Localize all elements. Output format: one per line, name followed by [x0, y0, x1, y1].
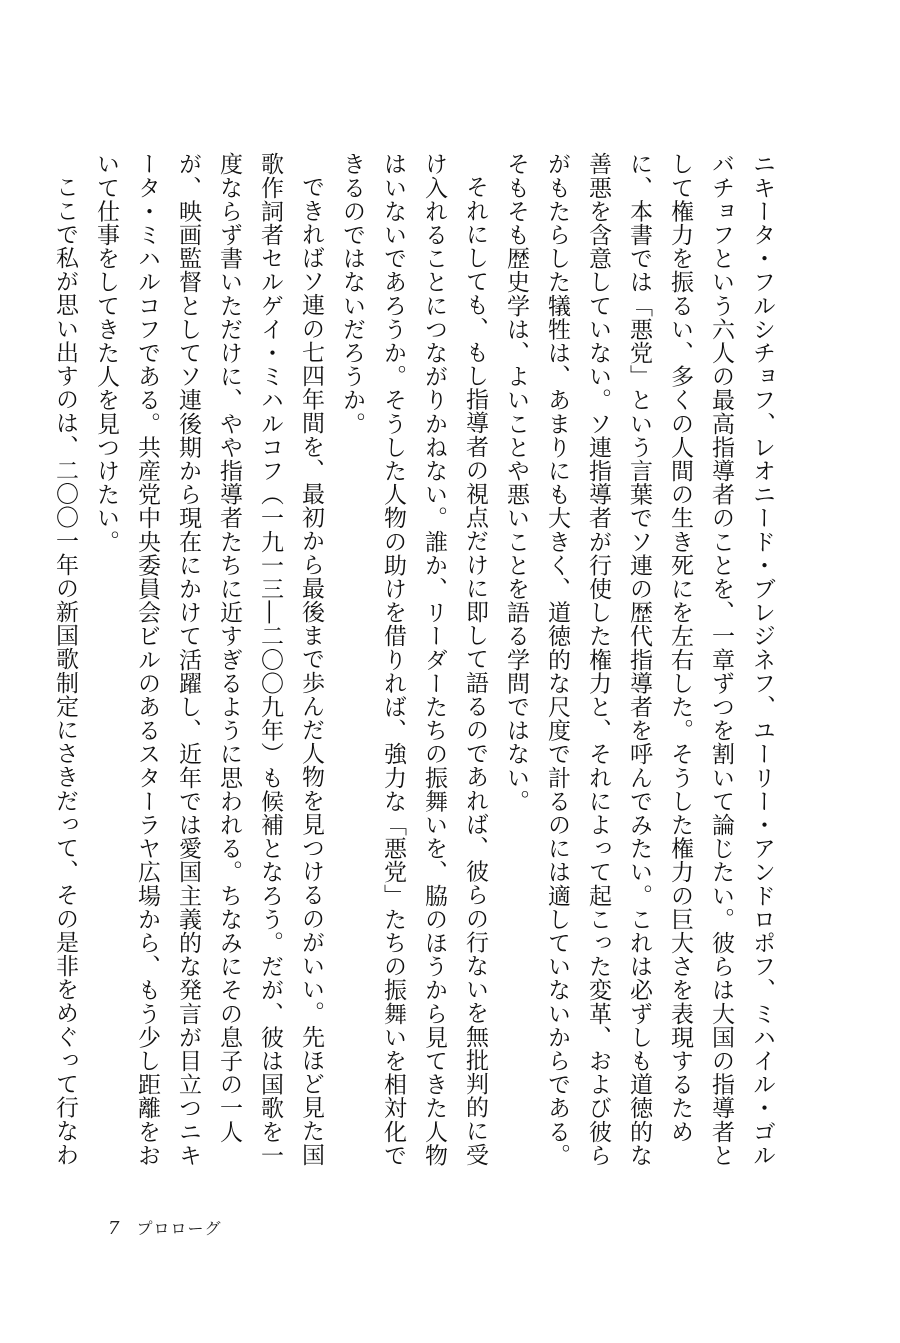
paragraph-1: ニキータ・フルシチョフ、レオニード・ブレジネフ、ユーリー・アンドロポフ、ミハイル・ゴルバチョフという六人の最高指導者のことを、一章ずつを割いて論じたい。彼らは大国の指導者として権力を振るい、多くの人間の生き死にを左右した。そうした権力の巨大さを表現するために、本書では「悪党」という言葉でソ連の歴代指導者を呼んでみたい。これは必ずしも道徳的な善悪を含意していない。ソ連指導者が行使した権力と、それによって起こった変革、および彼らがもたらした犠牲は、あまりにも大きく、道徳的な尺度で計るのには適していないからである。そもそも歴史学は、よいことや悪いことを語る学問ではない。 — [503, 152, 775, 1167]
vertical-body-text — [52, 152, 782, 1172]
paragraph-4: ここで私が思い出すのは、二〇〇一年の新国歌制定にさきだって、その是非をめぐって行なわ — [52, 175, 78, 1167]
running-section-title: プロローグ — [136, 1219, 222, 1238]
paragraph-2: それにしても、もし指導者の視点だけに即して語るのであれば、彼らの行ないを無批判的に受け入れることにつながりかねない。誰か、リーダーたちの振舞いを、脇のほうから見てきた人物はいないであろうか。そうした人物の助けを借りれば、強力な「悪党」たちの振舞いを相対化できるのではないだろうか。 — [339, 152, 488, 1167]
page-footer — [108, 1216, 222, 1239]
page-number: 7 — [108, 1218, 121, 1239]
paragraph-3: できればソ連の七四年間を、最初から最後まで歩んだ人物を見つけるのがいい。先ほど見た国歌作詞者セルゲイ・ミハルコフ（一九一三―二〇〇九年）も候補となろう。だが、彼は国歌を一度ならず書いただけに、やや指導者たちに近すぎるように思われる。ちなみにその息子の一人が、映画監督としてソ連後期から現在にかけて活躍し、近年では愛国主義的な発言が目立つニキータ・ミハルコフである。共産党中央委員会ビルのあるスターラヤ広場から、もう少し距離をおいて仕事をしてきた人を見つけたい。 — [93, 152, 324, 1167]
